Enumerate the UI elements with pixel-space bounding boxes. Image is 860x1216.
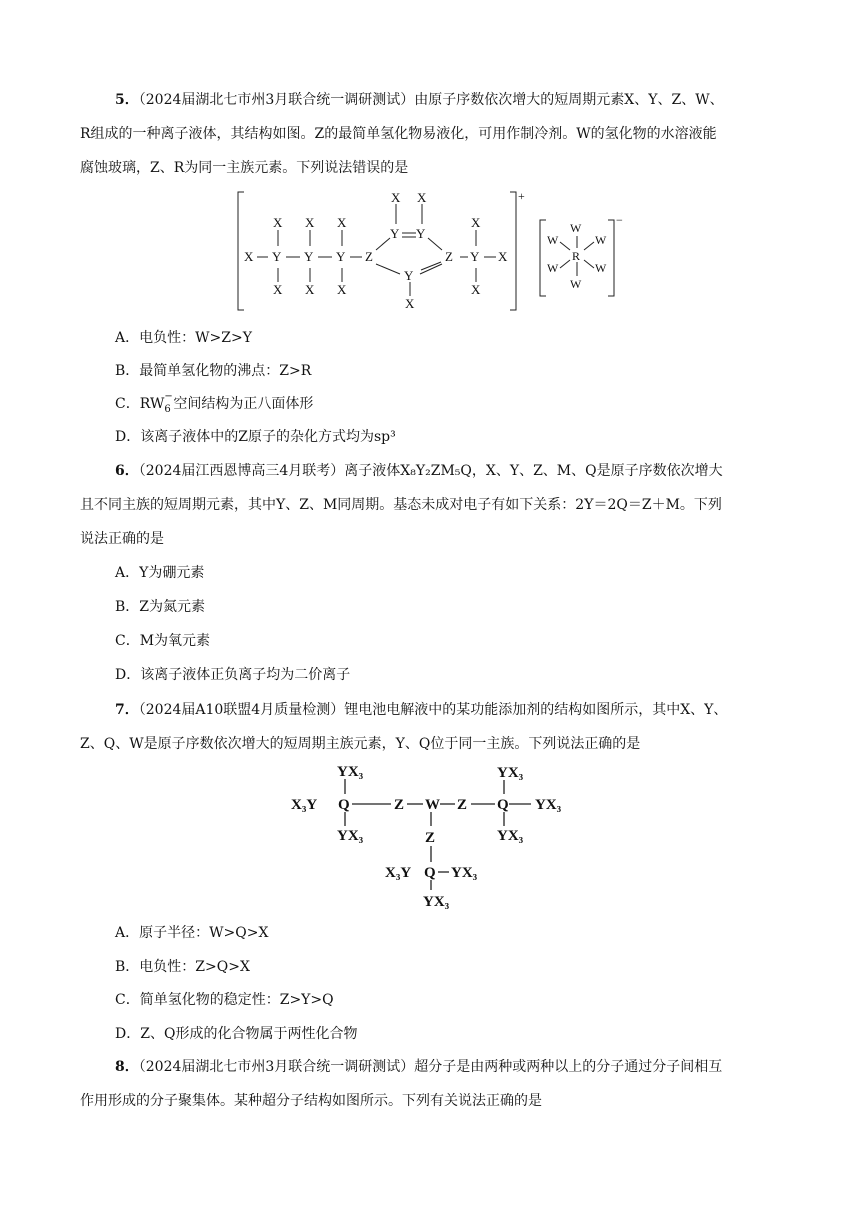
atom-z: Z	[365, 249, 373, 264]
atom-x: X	[305, 215, 315, 230]
atom-y: Y	[390, 226, 400, 241]
question-5-option-b: B．最简单氢化物的沸点：Z>R	[115, 363, 312, 379]
additive-structure-figure	[285, 760, 575, 912]
cation-charge: +	[518, 189, 525, 203]
question-6-line-1: 6．（2024届江西恩博高三4月联考）离子液体X₈Y₂ZM₅Q，X、Y、Z、M、Q是原子序数依次增大	[115, 463, 723, 479]
atom-z: Z	[425, 830, 436, 846]
question-5-option-d: D．该离子液体中的Z原子的杂化方式均为sp³	[115, 429, 396, 445]
superscript-minus: −	[164, 391, 173, 402]
label-x3y: X₃Y	[291, 797, 318, 813]
atom-y: Y	[272, 249, 282, 264]
question-7-option-a: A．原子半径：W>Q>X	[115, 925, 269, 941]
atom-z: Z	[457, 797, 468, 813]
atom-x: X	[305, 282, 315, 297]
subscript-six: 6	[164, 404, 171, 415]
question-8-line-2: 作用形成的分子聚集体。某种超分子结构如图所示。下列有关说法正确的是	[80, 1093, 542, 1109]
label-yx3: YX₃	[423, 894, 450, 910]
atom-x: X	[391, 190, 401, 205]
atom-x: X	[244, 249, 254, 264]
atom-r: R	[572, 249, 581, 263]
atom-x: X	[471, 282, 481, 297]
anion-charge: −	[616, 213, 623, 227]
question-6-number: 6．	[115, 463, 139, 479]
question-5-option-a: A．电负性：W>Z>Y	[115, 330, 252, 346]
question-7-line-2: Z、Q、W是原子序数依次增大的短周期主族元素，Y、Q位于同一主族。下列说法正确的是	[80, 736, 641, 752]
question-5-number: 5．	[115, 92, 139, 108]
ionic-liquid-structure-figure	[230, 186, 630, 320]
atom-y: Y	[416, 226, 426, 241]
atom-q: Q	[497, 797, 509, 813]
atom-x: X	[273, 282, 283, 297]
question-6-option-a: A．Y为硼元素	[115, 565, 205, 581]
atom-z: Z	[445, 249, 453, 264]
atom-x: X	[273, 215, 283, 230]
question-8-line-1: 8．（2024届湖北七市州3月联合统一调研测试）超分子是由两种或两种以上的分子通过分子间相互	[115, 1059, 723, 1075]
question-7-option-c: C．简单氢化物的稳定性：Z>Y>Q	[115, 992, 334, 1008]
atom-w: W	[570, 277, 582, 291]
label-yx3: YX₃	[451, 865, 478, 881]
atom-y: Y	[304, 249, 314, 264]
label-yx3: YX₃	[337, 764, 364, 780]
atom-q: Q	[338, 797, 350, 813]
atom-x: X	[337, 215, 347, 230]
atom-w: W	[425, 797, 440, 813]
atom-x: X	[337, 282, 347, 297]
atom-w: W	[547, 233, 559, 247]
atom-q: Q	[424, 865, 436, 881]
atom-w: W	[595, 261, 607, 275]
question-5-line-2: R组成的一种离子液体，其结构如图。Z的最简单氢化物易液化，可用作制冷剂。W的氢化物的水溶液能	[80, 126, 717, 142]
question-6-option-b: B．Z为氮元素	[115, 599, 206, 615]
atom-x: X	[498, 249, 508, 264]
question-6-line-2: 且不同主族的短周期元素，其中Y、Z、M同周期。基态未成对电子有如下关系：2Y＝2Q＝Z＋M。下列	[80, 497, 722, 513]
atom-w: W	[547, 261, 559, 275]
atom-y: Y	[336, 249, 346, 264]
question-7-line-1: 7．（2024届A10联盟4月质量检测）锂电池电解液中的某功能添加剂的结构如图所示，其中X、Y、	[115, 702, 728, 718]
atom-w: W	[570, 221, 582, 235]
question-5-option-c: C．RW − 6 空间结构为正八面体形	[115, 394, 313, 416]
question-7-option-d: D．Z、Q形成的化合物属于两性化合物	[115, 1026, 358, 1042]
atom-x: X	[471, 215, 481, 230]
atom-y: Y	[470, 249, 480, 264]
atom-w: W	[595, 233, 607, 247]
label-yx3: YX₃	[497, 828, 524, 844]
atom-z: Z	[394, 797, 405, 813]
question-6-option-c: C．M为氧元素	[115, 633, 211, 649]
label-yx3: YX₃	[337, 828, 364, 844]
label-yx3: YX₃	[535, 797, 562, 813]
atom-x: X	[417, 190, 427, 205]
question-8-number: 8．	[115, 1059, 139, 1075]
question-6-line-3: 说法正确的是	[80, 531, 164, 547]
question-7-number: 7．	[115, 702, 139, 718]
atom-x: X	[405, 296, 415, 311]
question-7-option-b: B．电负性：Z>Q>X	[115, 959, 250, 975]
label-x3y: X₃Y	[385, 865, 412, 881]
atom-y: Y	[404, 268, 414, 283]
question-6-option-d: D．该离子液体正负离子均为二价离子	[115, 667, 351, 683]
question-5-line-1: 5．（2024届湖北七市州3月联合统一调研测试）由原子序数依次增大的短周期元素X、Y、Z、W、	[115, 92, 724, 108]
label-yx3: YX₃	[497, 765, 524, 781]
question-5-line-3: 腐蚀玻璃，Z、R为同一主族元素。下列说法错误的是	[80, 160, 409, 176]
